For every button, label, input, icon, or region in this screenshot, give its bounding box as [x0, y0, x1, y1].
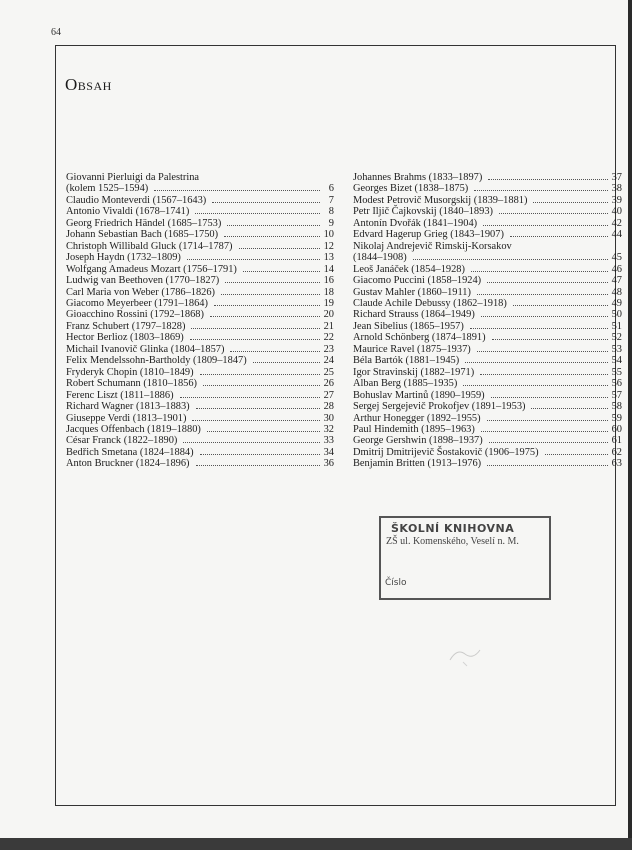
toc-entry	[353, 241, 622, 252]
toc-entry	[66, 332, 334, 343]
toc-entry	[66, 321, 334, 332]
page-title: Obsah	[65, 75, 112, 94]
toc-entry-page: 13	[323, 252, 334, 264]
toc-entry-page: 51	[611, 320, 622, 332]
toc-leader-dots	[207, 431, 320, 432]
toc-entry-page: 57	[611, 389, 622, 401]
toc-entry	[66, 309, 334, 320]
toc-entry-title: Georg Friedrich Händel (1685–1753)	[66, 217, 222, 229]
toc-entry-page: 39	[611, 194, 622, 206]
toc-entry-page: 60	[611, 423, 622, 435]
toc-entry	[353, 390, 622, 401]
toc-entry-page: 45	[611, 252, 622, 264]
toc-entry-page: 44	[611, 229, 622, 241]
toc-entry-page: 61	[611, 435, 622, 447]
toc-entry	[66, 195, 334, 206]
toc-leader-dots	[545, 454, 608, 455]
toc-leader-dots	[477, 351, 608, 352]
toc-entry	[66, 355, 334, 366]
toc-entry	[353, 206, 622, 217]
toc-leader-dots	[510, 236, 608, 237]
toc-leader-dots	[499, 213, 608, 214]
toc-entry-page: 58	[611, 401, 622, 413]
toc-entry-page: 42	[611, 217, 622, 229]
toc-leader-dots	[487, 465, 608, 466]
toc-leader-dots	[180, 397, 320, 398]
toc-entry-page: 7	[328, 194, 334, 206]
toc-entry	[353, 424, 622, 435]
toc-entry	[66, 172, 334, 183]
toc-entry	[353, 367, 622, 378]
toc-leader-dots	[491, 397, 608, 398]
toc-entry-title: Antonio Vivaldi (1678–1741)	[66, 206, 190, 218]
toc-entry-title: Modest Petrovič Musorgskij (1839–1881)	[353, 194, 528, 206]
toc-entry-title: Giacomo Meyerbeer (1791–1864)	[66, 297, 208, 309]
stamp-line-library: ŠKOLNÍ KNIHOVNA	[391, 522, 515, 535]
toc-entry-title: Jean Sibelius (1865–1957)	[353, 320, 464, 332]
toc-entry	[66, 367, 334, 378]
toc-leader-dots	[477, 294, 608, 295]
toc-entry	[353, 264, 622, 275]
toc-entry-page: 59	[611, 412, 622, 424]
toc-leader-dots	[183, 442, 320, 443]
toc-leader-dots	[195, 213, 320, 214]
toc-entry-page: 32	[323, 423, 334, 435]
toc-entry-title: Antonín Dvořák (1841–1904)	[353, 217, 478, 229]
toc-leader-dots	[227, 225, 320, 226]
toc-entry-title: Richard Wagner (1813–1883)	[66, 401, 190, 413]
toc-entry	[66, 206, 334, 217]
toc-entry-page: 23	[323, 343, 334, 355]
toc-entry-title: Georges Bizet (1838–1875)	[353, 183, 469, 195]
toc-leader-dots	[214, 305, 320, 306]
toc-entry-page: 37	[611, 172, 622, 183]
toc-leader-dots	[533, 202, 608, 203]
toc-entry-title: Felix Mendelssohn-Bartholdy (1809–1847)	[66, 355, 247, 367]
toc-entry-page: 55	[611, 366, 622, 378]
toc-leader-dots	[200, 374, 320, 375]
toc-entry-title: Robert Schumann (1810–1856)	[66, 378, 198, 390]
toc-leader-dots	[239, 248, 321, 249]
toc-entry-title: (kolem 1525–1594)	[66, 183, 149, 195]
toc-entry-title: Edvard Hagerup Grieg (1843–1907)	[353, 229, 504, 241]
toc-entry-title: Wolfgang Amadeus Mozart (1756–1791)	[66, 263, 237, 275]
toc-leader-dots	[413, 259, 608, 260]
toc-entry-page: 46	[611, 263, 622, 275]
toc-entry-title: Claudio Monteverdi (1567–1643)	[66, 194, 207, 206]
toc-entry	[66, 298, 334, 309]
toc-leader-dots	[253, 362, 320, 363]
toc-entry-title: Ferenc Liszt (1811–1886)	[66, 389, 174, 401]
toc-entry-page: 12	[323, 240, 334, 252]
toc-leader-dots	[224, 236, 320, 237]
toc-leader-dots	[481, 431, 608, 432]
toc-leader-dots	[531, 408, 608, 409]
toc-leader-dots	[210, 316, 320, 317]
toc-entry-page: 30	[323, 412, 334, 424]
toc-entry-title: Joseph Haydn (1732–1809)	[66, 252, 181, 264]
toc-entry	[353, 287, 622, 298]
toc-entry-title: Giovanni Pierluigi da Palestrina	[66, 172, 200, 183]
toc-entry-title: Christoph Willibald Gluck (1714–1787)	[66, 240, 233, 252]
toc-entry	[66, 378, 334, 389]
toc-entry-title: Claude Achile Debussy (1862–1918)	[353, 297, 507, 309]
toc-leader-dots	[463, 385, 608, 386]
toc-entry	[353, 298, 622, 309]
toc-entry	[66, 458, 334, 469]
toc-entry-title: Hector Berlioz (1803–1869)	[66, 332, 184, 344]
toc-entry-page: 22	[323, 332, 334, 344]
toc-entry-title: Igor Stravinskij (1882–1971)	[353, 366, 475, 378]
toc-leader-dots	[221, 294, 320, 295]
toc-entry-page: 21	[323, 320, 334, 332]
toc-entry	[66, 435, 334, 446]
stamp-line-school: ZŠ ul. Komenského, Veselí n. M.	[386, 536, 519, 547]
toc-leader-dots	[191, 328, 320, 329]
toc-entry	[353, 344, 622, 355]
toc-entry-title: Bedřich Smetana (1824–1884)	[66, 446, 194, 458]
toc-entry	[66, 287, 334, 298]
toc-entry	[66, 218, 334, 229]
toc-entry-page: 14	[323, 263, 334, 275]
toc-entry-title: Franz Schubert (1797–1828)	[66, 320, 186, 332]
toc-entry-title: George Gershwin (1898–1937)	[353, 435, 483, 447]
toc-entry-page: 20	[323, 309, 334, 321]
toc-entry-title: Carl Maria von Weber (1786–1826)	[66, 286, 216, 298]
toc-entry-title: Richard Strauss (1864–1949)	[353, 309, 475, 321]
toc-entry	[353, 195, 622, 206]
toc-leader-dots	[474, 190, 608, 191]
toc-entry-page: 19	[323, 297, 334, 309]
toc-leader-dots	[196, 408, 320, 409]
toc-leader-dots	[187, 259, 320, 260]
stamp-line-number: Číslo	[385, 578, 407, 588]
toc-entry	[353, 229, 622, 240]
toc-entry-page: 25	[323, 366, 334, 378]
toc-entry-page: 27	[323, 389, 334, 401]
toc-entry-page: 34	[323, 446, 334, 458]
toc-entry-page: 6	[328, 183, 334, 195]
toc-entry-page: 50	[611, 309, 622, 321]
toc-entry-page: 24	[323, 355, 334, 367]
toc-entry-title: Petr Iljič Čajkovskij (1840–1893)	[353, 206, 493, 218]
toc-entry-page: 38	[611, 183, 622, 195]
toc-leader-dots	[483, 225, 608, 226]
pencil-mark	[445, 640, 485, 670]
toc-entry	[353, 183, 622, 194]
toc-leader-dots	[480, 374, 608, 375]
toc-entry-title: Maurice Ravel (1875–1937)	[353, 343, 471, 355]
toc-entry	[353, 413, 622, 424]
page-edge-right	[628, 0, 632, 838]
toc-leader-dots	[190, 339, 320, 340]
toc-entry-page: 54	[611, 355, 622, 367]
toc-entry-page: 10	[323, 229, 334, 241]
toc-entry	[353, 172, 622, 183]
toc-entry-title: Fryderyk Chopin (1810–1849)	[66, 366, 194, 378]
toc-right-column	[353, 172, 622, 470]
toc-entry	[66, 390, 334, 401]
toc-entry	[353, 218, 622, 229]
toc-entry-page: 48	[611, 286, 622, 298]
toc-entry-page: 16	[323, 275, 334, 287]
toc-entry-page: 52	[611, 332, 622, 344]
toc-entry-title: Dmitrij Dmitrijevič Šostakovič (1906–1975)	[353, 446, 539, 458]
toc-entry	[66, 447, 334, 458]
toc-leader-dots	[243, 271, 320, 272]
toc-entry-title: Giacomo Puccini (1858–1924)	[353, 275, 482, 287]
toc-entry-page: 8	[328, 206, 334, 218]
toc-leader-dots	[470, 328, 608, 329]
toc-entry	[353, 401, 622, 412]
toc-entry-title: Arthur Honegger (1892–1955)	[353, 412, 481, 424]
toc-leader-dots	[471, 271, 608, 272]
toc-leader-dots	[513, 305, 608, 306]
toc-leader-dots	[481, 316, 608, 317]
toc-entry	[66, 344, 334, 355]
toc-entry	[353, 252, 622, 263]
library-stamp	[379, 516, 551, 600]
toc-leader-dots	[489, 442, 608, 443]
toc-entry	[353, 447, 622, 458]
toc-entry-page: 40	[611, 206, 622, 218]
toc-leader-dots	[212, 202, 320, 203]
toc-leader-dots	[465, 362, 608, 363]
toc-entry-page: 33	[323, 435, 334, 447]
toc-entry	[66, 264, 334, 275]
toc-entry-title: Béla Bartók (1881–1945)	[353, 355, 460, 367]
toc-entry-page: 36	[323, 458, 334, 470]
toc-entry-title: Ludwig van Beethoven (1770–1827)	[66, 275, 220, 287]
toc-entry-title: Johannes Brahms (1833–1897)	[353, 172, 483, 183]
toc-entry-title: Gioacchino Rossini (1792–1868)	[66, 309, 204, 321]
toc-leader-dots	[487, 420, 608, 421]
toc-entry-page: 63	[611, 458, 622, 470]
toc-leader-dots	[225, 282, 320, 283]
toc-entry	[66, 229, 334, 240]
toc-entry	[66, 252, 334, 263]
toc-entry-title: Leoš Janáček (1854–1928)	[353, 263, 465, 275]
toc-entry-page: 53	[611, 343, 622, 355]
toc-entry	[353, 275, 622, 286]
toc-entry	[353, 378, 622, 389]
toc-entry	[353, 309, 622, 320]
toc-entry	[353, 321, 622, 332]
toc-entry-page: 26	[323, 378, 334, 390]
toc-entry	[66, 401, 334, 412]
page-number: 64	[51, 27, 61, 38]
toc-entry-title: Alban Berg (1885–1935)	[353, 378, 458, 390]
toc-leader-dots	[492, 339, 608, 340]
toc-entry-title: Anton Bruckner (1824–1896)	[66, 458, 190, 470]
toc-entry-title: Paul Hindemith (1895–1963)	[353, 423, 475, 435]
toc-entry-page: 28	[323, 401, 334, 413]
toc-leader-dots	[203, 385, 320, 386]
page-edge-bottom	[0, 838, 632, 850]
toc-entry	[66, 275, 334, 286]
toc-leader-dots	[488, 179, 608, 180]
toc-entry-title: Johann Sebastian Bach (1685–1750)	[66, 229, 219, 241]
toc-entry-title: Nikolaj Andrejevič Rimskij-Korsakov	[353, 240, 512, 252]
toc-entry	[66, 424, 334, 435]
toc-entry-title: Gustav Mahler (1860–1911)	[353, 286, 471, 298]
toc-entry-title: Sergej Sergejevič Prokofjev (1891–1953)	[353, 401, 526, 413]
toc-entry-title: Giuseppe Verdi (1813–1901)	[66, 412, 187, 424]
toc-entry	[66, 413, 334, 424]
toc-leader-dots	[487, 282, 608, 283]
toc-leader-dots	[154, 190, 320, 191]
toc-entry-title: Jacques Offenbach (1819–1880)	[66, 423, 201, 435]
toc-entry-page: 49	[611, 297, 622, 309]
toc-entry-title: Arnold Schönberg (1874–1891)	[353, 332, 486, 344]
toc-entry	[66, 241, 334, 252]
toc-leader-dots	[200, 454, 320, 455]
toc-leader-dots	[192, 420, 320, 421]
toc-leader-dots	[196, 465, 320, 466]
toc-entry-page: 9	[328, 217, 334, 229]
toc-entry-title: Michail Ivanovič Glinka (1804–1857)	[66, 343, 225, 355]
toc-entry-title: Benjamin Britten (1913–1976)	[353, 458, 482, 470]
toc-entry	[353, 435, 622, 446]
toc-entry-page: 18	[323, 286, 334, 298]
toc-left-column	[66, 172, 334, 470]
toc-entry-title: César Franck (1822–1890)	[66, 435, 178, 447]
toc-entry-page: 47	[611, 275, 622, 287]
toc-entry	[353, 458, 622, 469]
toc-entry	[353, 355, 622, 366]
toc-entry-title: Bohuslav Martinů (1890–1959)	[353, 389, 485, 401]
toc-entry-page: 62	[611, 446, 622, 458]
toc-entry	[353, 332, 622, 343]
toc-entry-title: (1844–1908)	[353, 252, 407, 264]
toc-entry-page: 56	[611, 378, 622, 390]
toc-entry	[66, 183, 334, 194]
toc-leader-dots	[230, 351, 320, 352]
